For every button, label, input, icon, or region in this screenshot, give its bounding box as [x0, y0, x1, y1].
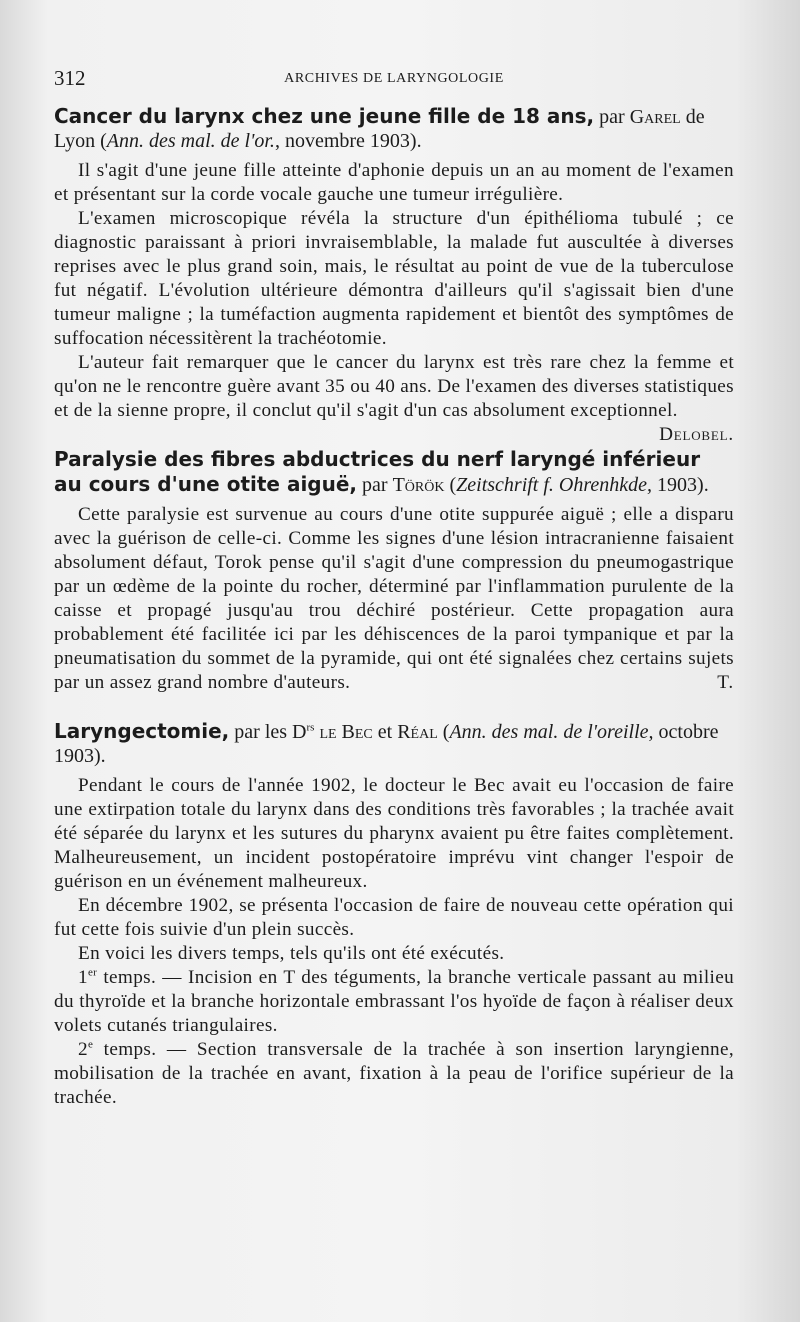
- article-title: Paralysie des fibres abductrices du nerf laryngé inférieur au cours d'une otite aiguë,: [54, 447, 701, 496]
- article-heading: [54, 104, 734, 153]
- step-paragraph: [54, 966, 734, 1038]
- step-number-superscript: e: [87, 1038, 94, 1051]
- article-laryngectomie: [54, 719, 734, 1110]
- author-name: Garel: [629, 106, 681, 128]
- article-paralysie: [54, 447, 734, 695]
- signature: Delobel.: [659, 424, 734, 445]
- step-text: Section transversale de la trachée à son insertion laryngienne, mobilisation de la trachée en avant, fixation à la peau de l'orifice supérieur de la trachée.: [54, 1039, 734, 1108]
- article-title: Laryngectomie,: [54, 719, 230, 743]
- by-word: par: [362, 474, 388, 496]
- by-word: par les D: [234, 721, 307, 743]
- article-body: [54, 503, 734, 695]
- paragraph: Il s'agit d'une jeune fille atteinte d'aphonie depuis un an au moment de l'examen et présentant sur la corde vocale gauche une tumeur irrégulière.: [54, 160, 734, 205]
- article-title: Cancer du larynx chez une jeune fille de 18 ans,: [54, 104, 595, 128]
- step-paragraph: [54, 1038, 734, 1110]
- source-date: 1903).: [652, 474, 709, 496]
- page-number: 312: [54, 66, 86, 90]
- paragraph: [54, 503, 734, 695]
- step-text: Incision en T des téguments, la branche verticale passant au milieu du thyroïde et la branche horizontale embrassant l'os hyoïde de façon à réaliser deux volets cutanés triangulaires.: [54, 967, 735, 1036]
- source-journal: Zeitschrift f. Ohrenhkde,: [456, 474, 653, 496]
- step-number: 1: [78, 967, 88, 988]
- paragraph: En décembre 1902, se présenta l'occasion de faire de nouveau cette opération qui fut cette fois suivie d'un plein succès.: [54, 895, 734, 940]
- article-cancer-larynx: [54, 104, 734, 445]
- author-name: Török: [392, 474, 445, 496]
- author-affiliation: de Lyon (: [54, 106, 705, 152]
- author-name: le Bec: [319, 721, 373, 743]
- paragraph-text: L'auteur fait remarquer que le cancer du larynx est très rare chez la femme et qu'on ne le rencontre guère avant 35 ou 40 ans. De l'examen des diverses statistiques et de la sienne propre, il conclut qu'il s'agit d'un cas absolument exceptionnel.: [54, 352, 734, 421]
- source-date: , novembre 1903).: [274, 130, 422, 152]
- article-body: [54, 774, 734, 1110]
- source-open: (: [449, 474, 457, 496]
- source-journal: Ann. des mal. de l'oreille,: [449, 721, 654, 743]
- source-date: octobre 1903).: [54, 721, 719, 767]
- page-header: [54, 66, 734, 94]
- article-heading: [54, 447, 734, 497]
- by-word: par: [599, 106, 625, 128]
- paragraph: Pendant le cours de l'année 1902, le docteur le Bec avait eu l'occasion de faire une extirpation totale du larynx dans des conditions très favorables ; la trachée avait été séparée du larynx et les sutures du pharynx avaient pu être faites complètement. Malheureusement, un incident postopératoire imprévu vint changer l'espoir de guérison en un événement malheureux.: [54, 775, 734, 892]
- paragraph-text: Cette paralysie est survenue au cours d'une otite suppurée aiguë ; elle a disparu avec la guérison de celle-ci. Comme les signes d'une lésion intracranienne faisaient absolument défaut, Torok pense qu'il s'agit d'une compression du pneumogastrique par un œdème de la pointe du rocher, déterminé par l'inflammation purulente de la caisse et propagé jusqu'au trou déchiré postérieur. Cette propagation aura probablement été facilitée ici par les déhiscences de la paroi tympanique et par la pneumatisation du sommet de la pyramide, qui ont été signalées chez certains sujets par un assez grand nombre d'auteurs.: [54, 504, 734, 693]
- author-conjunction: et: [377, 721, 393, 743]
- source-journal: Ann. des mal. de l'or.: [106, 130, 275, 152]
- article-body: [54, 159, 734, 445]
- step-label: temps. —: [103, 1039, 197, 1060]
- paragraph: [54, 351, 734, 445]
- source-open: (: [442, 721, 450, 743]
- step-number: 2: [78, 1039, 88, 1060]
- article-heading: [54, 719, 734, 768]
- paragraph: L'examen microscopique révéla la structure d'un épithélioma tubulé ; ce diagnostic paraissant à priori invraisemblable, la malade fut auscultée à diverses reprises avec le plus grand soin, mais, le résultat au point de vue de la tuberculose fut négatif. L'évolution ultérieure démontra d'ailleurs qu'il s'agissait bien d'une tumeur maligne ; la tuméfaction augmenta rapidement et bientôt des symptômes de suffocation nécessitèrent la trachéotomie.: [54, 208, 734, 349]
- author-name-2: Réal: [397, 721, 438, 743]
- signature: T.: [717, 672, 734, 693]
- step-number-superscript: er: [87, 966, 98, 979]
- by-word-superscript: rs: [306, 721, 315, 734]
- step-label: temps. —: [103, 967, 188, 988]
- running-head: ARCHIVES DE LARYNGOLOGIE: [284, 71, 504, 86]
- paragraph: En voici les divers temps, tels qu'ils ont été exécutés.: [78, 943, 505, 964]
